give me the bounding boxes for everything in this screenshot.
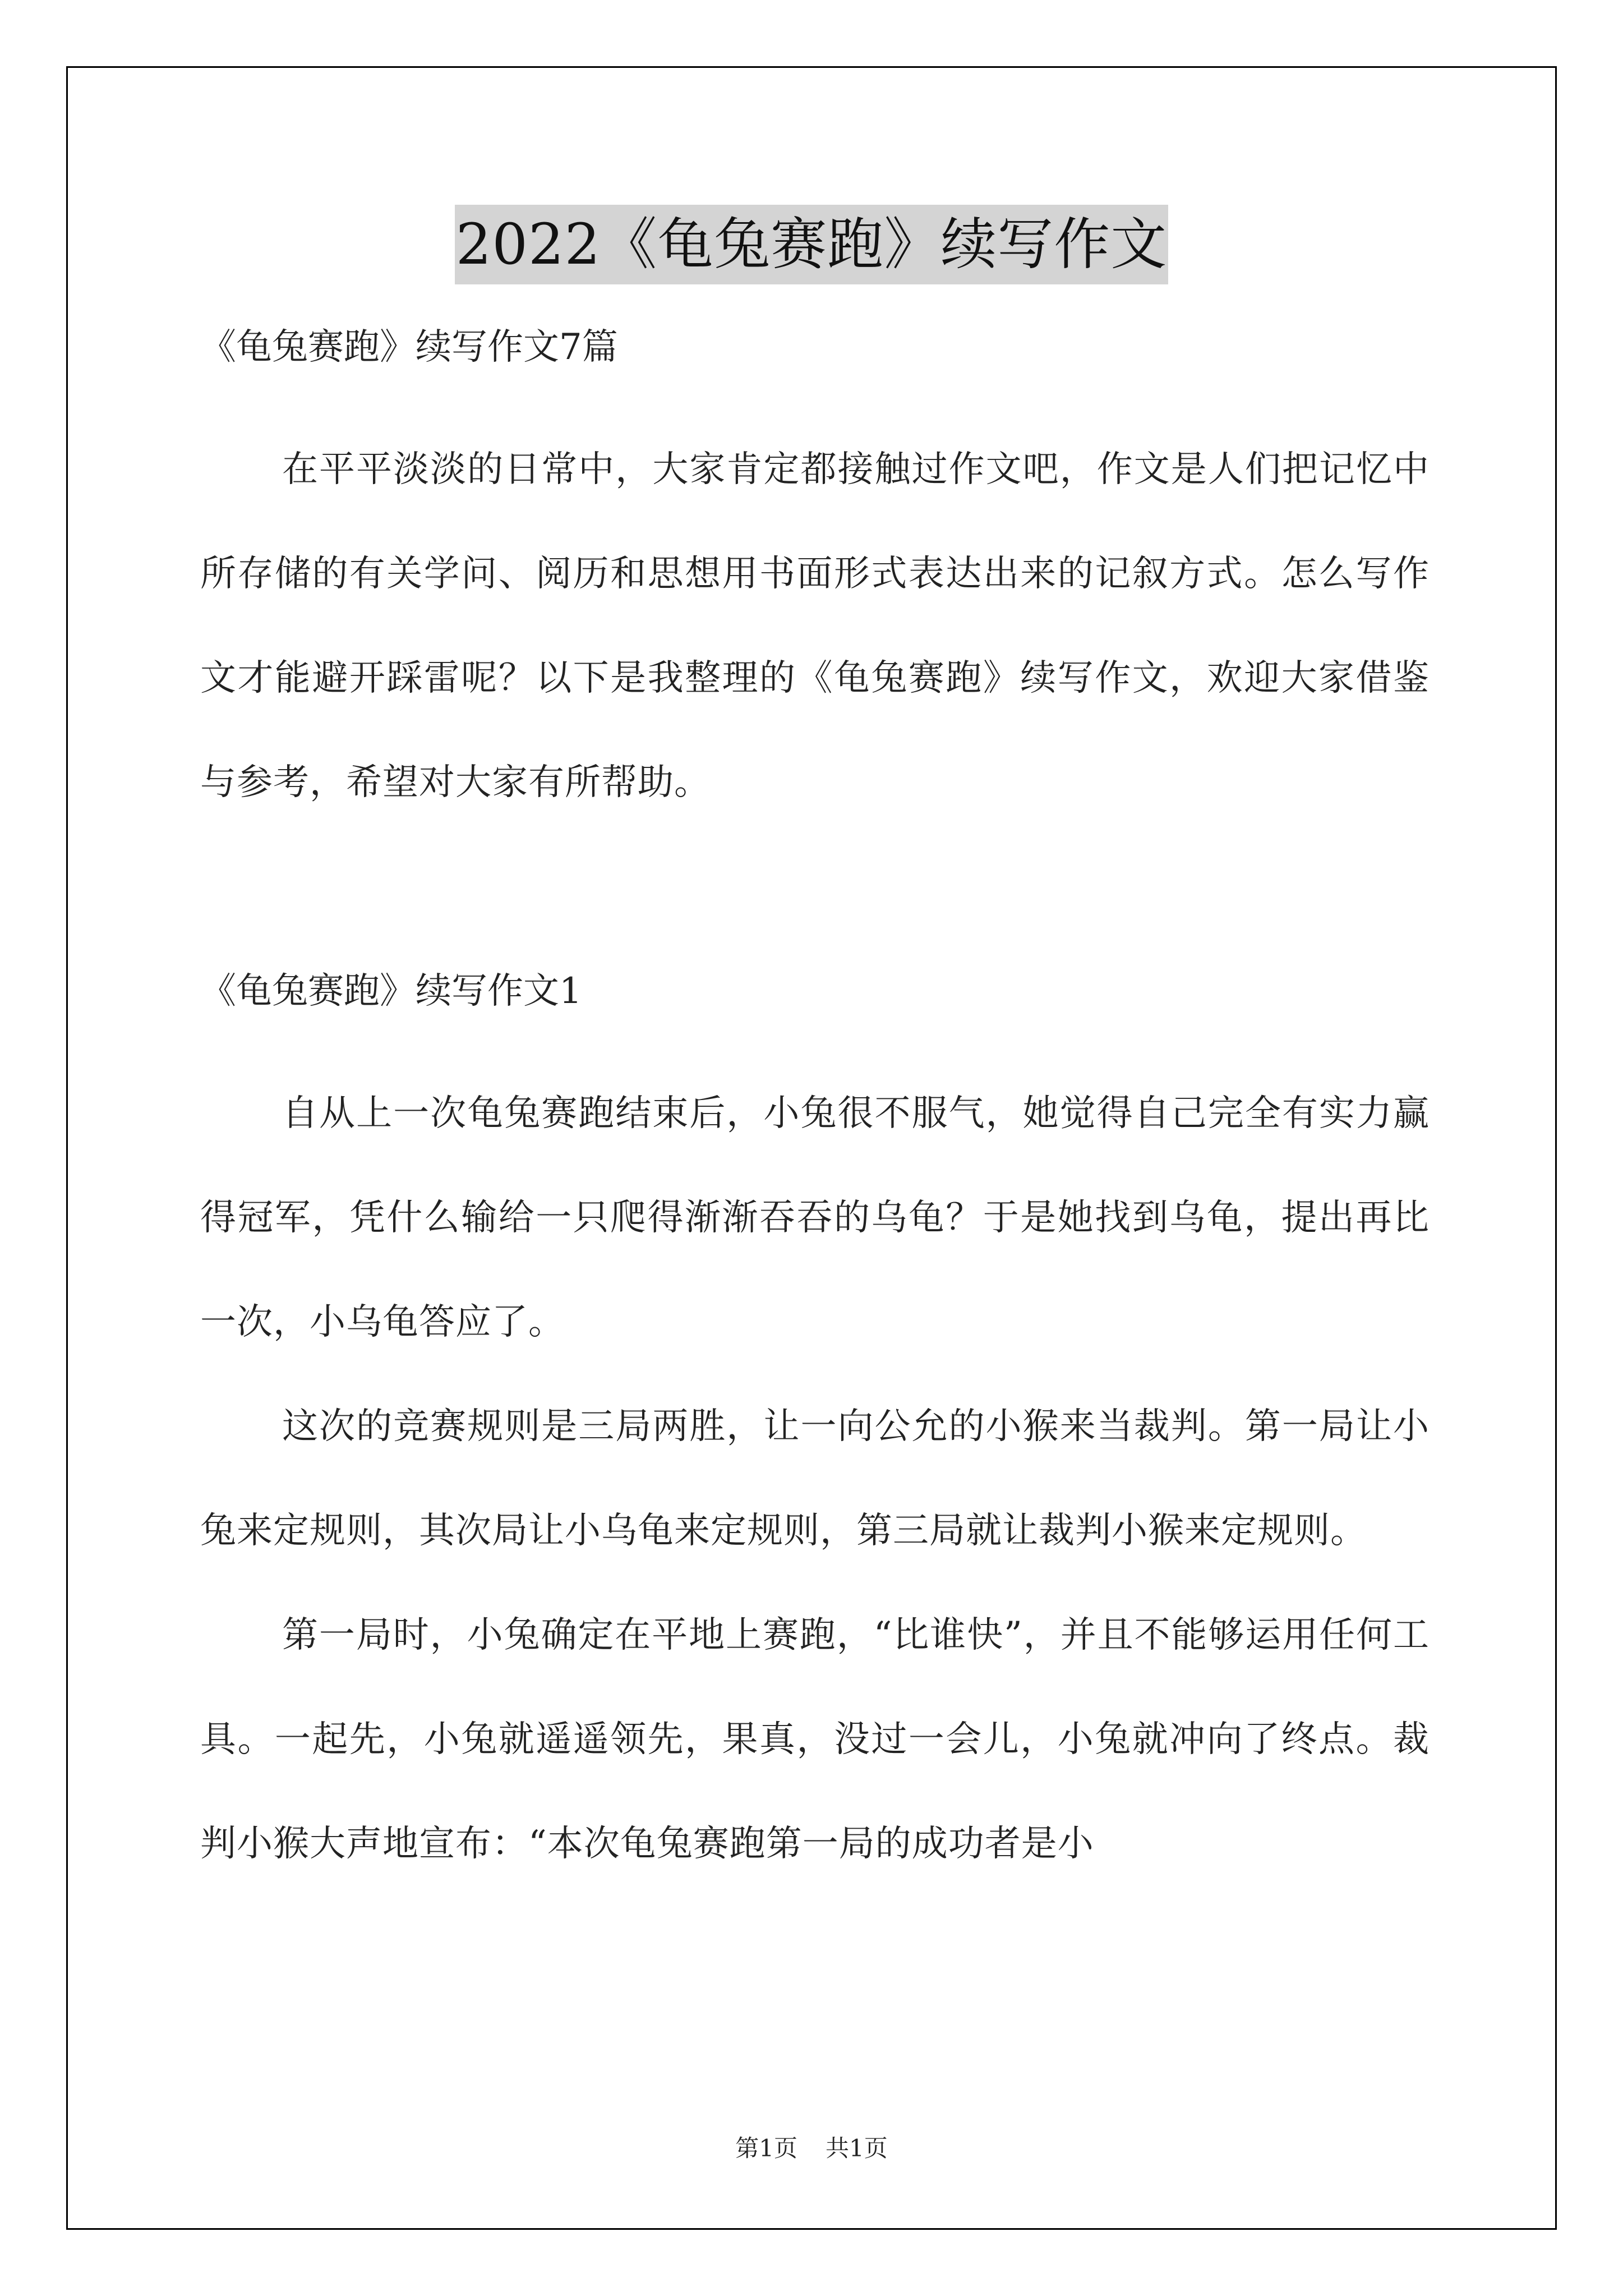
intro-heading: 《龟兔赛跑》续写作文7篇 <box>200 326 618 368</box>
section1-paragraph-1: 自从上一次龟兔赛跑结束后，小兔很不服气，她觉得自己完全有实力赢得冠军，凭什么输给一只爬得渐渐吞吞的乌龟？于是她找到乌龟，提出再比一次，小乌龟答应了。 <box>200 1093 1430 1343</box>
document-body <box>200 314 1430 1896</box>
title-container <box>0 205 1623 284</box>
section1-paragraph-2: 这次的竞赛规则是三局两胜，让一向公允的小猴来当裁判。第一局让小兔来定规则，其次局让小乌龟来定规则，第三局就让裁判小猴来定规则。 <box>200 1406 1430 1552</box>
document-title: 2022《龟兔赛跑》续写作文 <box>455 205 1169 284</box>
spacer <box>200 1024 1430 1061</box>
section1-paragraph-3: 第一局时，小兔确定在平地上赛跑，“比谁快”，并且不能够运用任何工具。一起先，小兔就遥遥领先，果真，没过一会儿，小兔就冲向了终点。裁判小猴大声地宣布：“本次龟兔赛跑第一局的成功者是小 <box>200 1614 1430 1865</box>
spacer <box>200 380 1430 417</box>
intro-paragraph: 在平平淡淡的日常中，大家肯定都接触过作文吧，作文是人们把记忆中所存储的有关学问、阅历和思想用书面形式表达出来的记叙方式。怎么写作文才能避开踩雷呢？以下是我整理的《龟兔赛跑》续写作文，欢迎大家借鉴与参考，希望对大家有所帮助。 <box>200 449 1430 803</box>
page-number-total: 共1页 <box>826 2134 888 2162</box>
section1-heading: 《龟兔赛跑》续写作文1 <box>200 970 582 1012</box>
page-number-current: 第1页 <box>735 2134 797 2162</box>
section-spacer <box>200 835 1430 958</box>
page-footer <box>0 2132 1623 2165</box>
